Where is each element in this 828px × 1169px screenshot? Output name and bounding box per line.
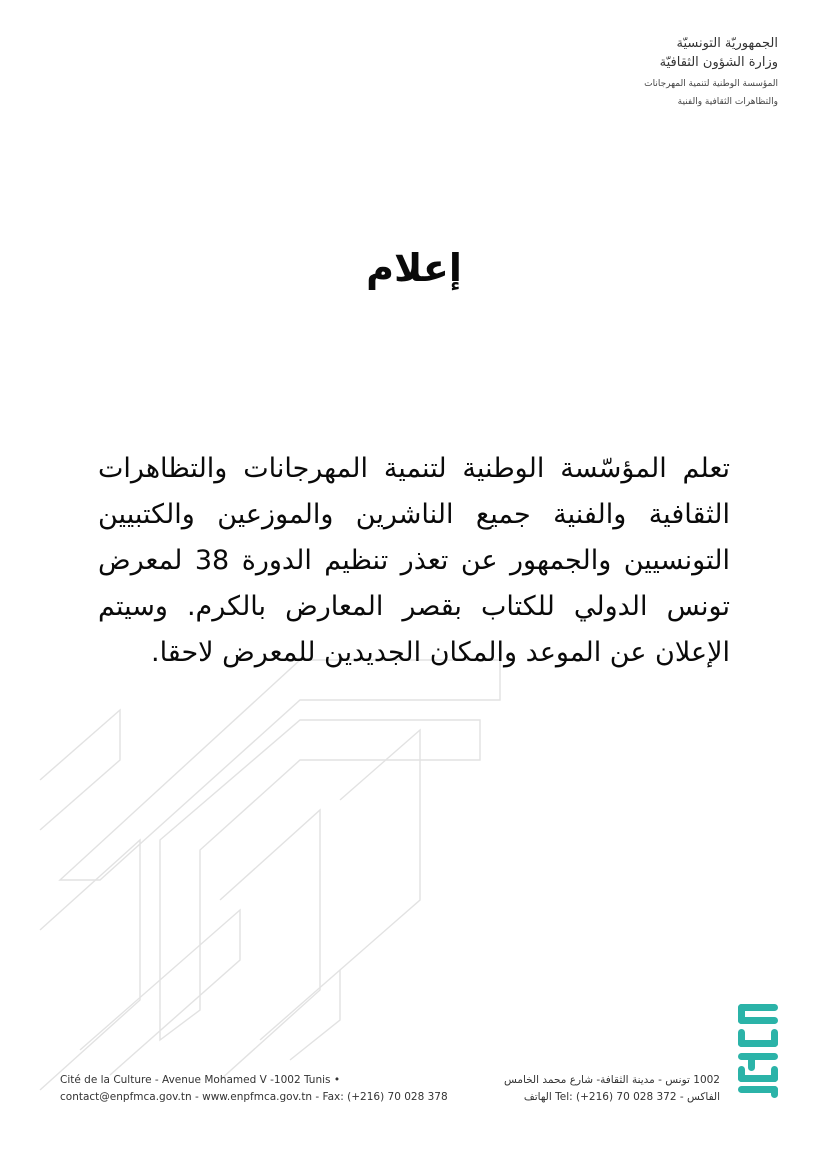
footer [60, 1072, 720, 1106]
footer-address-ar: 1002 تونس - مدينة الثقافة- شارع محمد الخامس [503, 1074, 720, 1086]
footer-contact-fr: contact@enpfmca.gov.tn - www.enpfmca.gov.tn - Fax: (+216) 70 028 378 [60, 1091, 448, 1103]
notice-body: تعلم المؤسّسة الوطنية لتنمية المهرجانات والتظاهرات الثقافية والفنية جميع الناشرين والموزعين والكتبيين التونسيين والجمهور عن تعذر تنظيم الدورة 38 لمعرض تونس الدولي للكتاب بقصر المعارض بالكرم. وسيتم الإعلان عن الموعد والمكان الجديدين للمعرض لاحقا. [98, 453, 730, 668]
institution-line-1: المؤسسة الوطنية لتنمية المهرجانات [644, 79, 778, 89]
footer-contact-row [60, 1089, 720, 1106]
notice-title: إعلام [366, 246, 462, 290]
institution-line-2: والتظاهرات الثقافية والفنية [677, 97, 778, 107]
footer-address-fr: Cité de la Culture - Avenue Mohamed V -1002 Tunis • [60, 1074, 341, 1086]
letterhead [478, 34, 778, 108]
footer-address-row [60, 1072, 720, 1089]
gov-line-1: الجمهوريّة التونسيّة [676, 36, 778, 51]
enpfmca-logo-icon [738, 1004, 778, 1098]
gov-line-2: وزارة الشؤون الثقافيّة [659, 55, 778, 70]
footer-contact-ar: الفاكس - Tel: (+216) 70 028 372 الهاتف [523, 1091, 720, 1103]
